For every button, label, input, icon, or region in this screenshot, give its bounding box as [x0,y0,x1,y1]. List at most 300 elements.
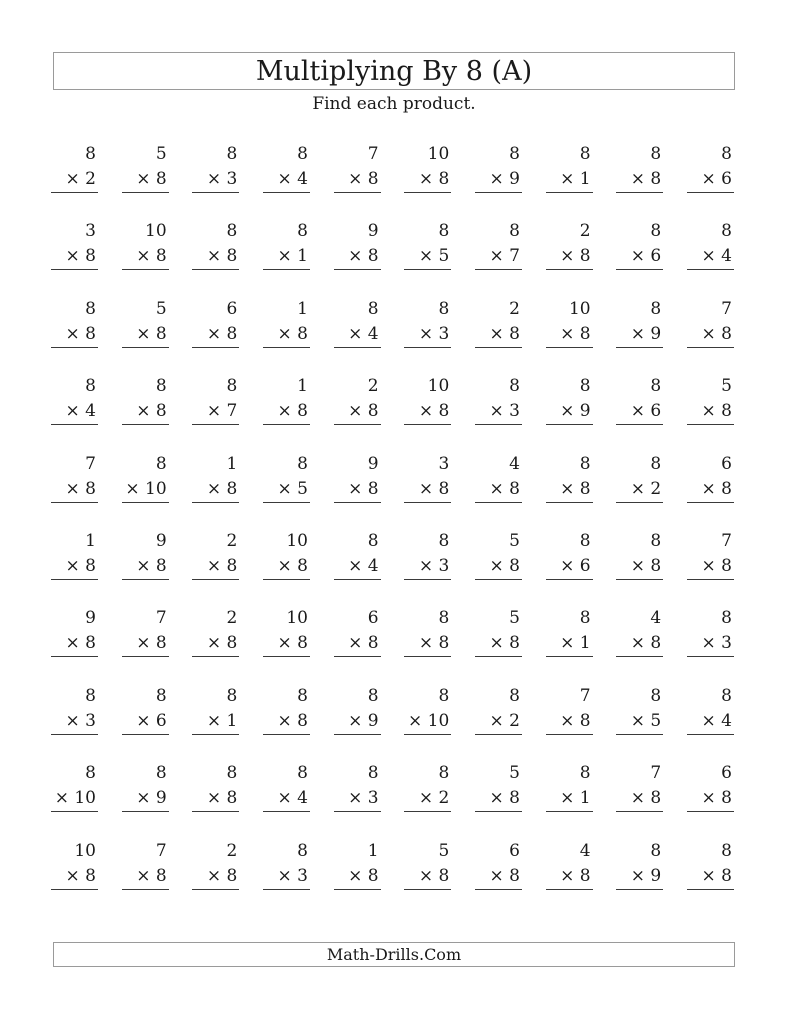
problem [546,528,593,605]
problem-top-number: 2 [367,376,379,397]
problem-multiplier: × 2 [616,477,663,503]
problem-top-number: 7 [579,685,591,706]
problem-multiplier: × 4 [263,786,310,812]
problem-multiplier: × 8 [122,631,169,657]
problem-grid [51,141,741,915]
problem [475,373,522,450]
problem [263,373,310,450]
problem [122,683,169,760]
problem-multiplier: × 10 [122,477,169,503]
problem-top-number: 8 [85,685,96,706]
problem-top-number: 8 [297,221,308,242]
problem-top-number: 8 [367,530,379,551]
problem-top-number: 2 [226,530,238,551]
problem-multiplier: × 8 [51,244,98,270]
problem-multiplier: × 3 [263,864,310,890]
problem [51,683,98,760]
problem-top-number: 8 [226,144,238,164]
problem-multiplier: × 5 [616,709,663,735]
problem-multiplier: × 2 [475,709,522,735]
problem-multiplier: × 8 [687,554,734,580]
problem-top-number: 8 [438,221,450,242]
problem [475,296,522,373]
problem [475,605,522,682]
problem-top-number: 10 [145,221,167,242]
problem-multiplier: × 8 [546,709,593,735]
problem-top-number: 8 [85,376,96,397]
problem-multiplier: × 2 [404,786,451,812]
problem [263,451,310,528]
problem-multiplier: × 8 [192,477,239,503]
problem-top-number: 6 [226,298,238,319]
problem-multiplier: × 6 [546,554,593,580]
problem-multiplier: × 10 [51,786,98,812]
problem-multiplier: × 8 [263,322,310,348]
problem-top-number: 8 [650,221,662,242]
problem [616,296,663,373]
problem [122,528,169,605]
problem [404,838,451,915]
problem-multiplier: × 8 [192,631,239,657]
problem-top-number: 8 [297,685,308,706]
problem-top-number: 9 [367,453,379,474]
problem-top-number: 8 [226,221,238,242]
problem [334,683,381,760]
problem [475,760,522,837]
problem [51,373,98,450]
problem-multiplier: × 8 [687,477,734,503]
problem-top-number: 8 [438,763,450,784]
problem [334,605,381,682]
problem-top-number: 2 [579,221,591,242]
problem [546,218,593,295]
problem-top-number: 1 [367,840,379,861]
problem-top-number: 8 [579,453,591,474]
problem [687,605,734,682]
problem [192,451,239,528]
problem [192,760,239,837]
problem-multiplier: × 5 [263,477,310,503]
problem-top-number: 7 [155,608,167,629]
problem [687,760,734,837]
problem [263,528,310,605]
problem [334,760,381,837]
problem-top-number: 7 [367,144,379,164]
problem [546,373,593,450]
problem [263,605,310,682]
problem [122,373,169,450]
problem [122,451,169,528]
problem-multiplier: × 3 [687,631,734,657]
problem-multiplier: × 9 [122,786,169,812]
problem-top-number: 8 [297,144,308,164]
problem [404,683,451,760]
problem-top-number: 5 [509,763,520,784]
problem [616,683,663,760]
problem-multiplier: × 3 [51,709,98,735]
problem [192,528,239,605]
problem [616,373,663,450]
problem-top-number: 10 [427,376,450,397]
problem-top-number: 8 [721,685,732,706]
problem-top-number: 8 [226,685,238,706]
problem-row [51,141,741,218]
problem-top-number: 8 [650,298,662,319]
problem [263,838,310,915]
problem [51,760,98,837]
problem-top-number: 5 [438,840,450,861]
problem-top-number: 8 [579,376,591,397]
problem-top-number: 8 [85,298,96,319]
problem-multiplier: × 4 [334,554,381,580]
problem-row [51,838,741,915]
problem [122,296,169,373]
problem-multiplier: × 2 [51,167,98,193]
problem [334,141,381,218]
problem [616,838,663,915]
problem-multiplier: × 3 [404,554,451,580]
problem-top-number: 5 [155,144,167,164]
problem-multiplier: × 8 [192,244,239,270]
problem-top-number: 5 [509,530,520,551]
problem [616,760,663,837]
problem-multiplier: × 4 [334,322,381,348]
problem-top-number: 8 [297,453,308,474]
problem-multiplier: × 3 [475,399,522,425]
problem-top-number: 8 [438,298,450,319]
problem [51,528,98,605]
problem-multiplier: × 8 [51,554,98,580]
problem-multiplier: × 9 [616,322,663,348]
problem-top-number: 8 [650,144,662,164]
problem [404,141,451,218]
problem-multiplier: × 8 [334,399,381,425]
problem-row [51,296,741,373]
problem-multiplier: × 8 [122,399,169,425]
problem-top-number: 8 [509,376,520,397]
problem-top-number: 9 [367,221,379,242]
problem-top-number: 6 [721,763,732,784]
problem [546,141,593,218]
problem-multiplier: × 8 [475,554,522,580]
problem-multiplier: × 8 [546,864,593,890]
problem-multiplier: × 4 [687,709,734,735]
problem-top-number: 2 [226,840,238,861]
problem-multiplier: × 8 [616,631,663,657]
problem [404,528,451,605]
problem-multiplier: × 10 [404,709,451,735]
problem [687,451,734,528]
problem-multiplier: × 4 [51,399,98,425]
problem-top-number: 8 [650,376,662,397]
problem-top-number: 8 [650,453,662,474]
problem-top-number: 8 [509,144,520,164]
problem-multiplier: × 8 [404,167,451,193]
problem-top-number: 8 [509,221,520,242]
problem-multiplier: × 1 [263,244,310,270]
problem-multiplier: × 8 [475,631,522,657]
problem-multiplier: × 8 [475,864,522,890]
problem [334,838,381,915]
problem-top-number: 6 [721,453,732,474]
problem [687,373,734,450]
problem-multiplier: × 8 [263,631,310,657]
problem-top-number: 8 [367,685,379,706]
problem-row [51,605,741,682]
problem-multiplier: × 8 [687,322,734,348]
problem-multiplier: × 9 [475,167,522,193]
problem-multiplier: × 8 [122,554,169,580]
problem [192,605,239,682]
problem [192,218,239,295]
problem [122,760,169,837]
problem-multiplier: × 8 [687,786,734,812]
problem [51,141,98,218]
problem-row [51,451,741,528]
problem-multiplier: × 8 [546,322,593,348]
problem-top-number: 8 [579,763,591,784]
problem [263,683,310,760]
problem-multiplier: × 8 [687,399,734,425]
problem-multiplier: × 7 [475,244,522,270]
problem [122,605,169,682]
problem-multiplier: × 8 [687,864,734,890]
problem-multiplier: × 3 [192,167,239,193]
problem-multiplier: × 6 [616,399,663,425]
problem-top-number: 8 [721,608,732,629]
problem [51,218,98,295]
problem-multiplier: × 4 [687,244,734,270]
problem-multiplier: × 8 [51,477,98,503]
problem-top-number: 8 [579,144,591,164]
problem-multiplier: × 8 [616,167,663,193]
problem-multiplier: × 8 [122,167,169,193]
problem-top-number: 3 [85,221,96,242]
problem-multiplier: × 6 [616,244,663,270]
problem [192,141,239,218]
problem-multiplier: × 8 [122,322,169,348]
problem-top-number: 8 [721,221,732,242]
problem [51,605,98,682]
worksheet-instructions: Find each product. [312,94,476,114]
problem-multiplier: × 8 [475,322,522,348]
problem-top-number: 5 [721,376,732,397]
problem [546,605,593,682]
problem-multiplier: × 4 [263,167,310,193]
problem-row [51,683,741,760]
problem-top-number: 1 [226,453,238,474]
problem-multiplier: × 8 [192,786,239,812]
problem-multiplier: × 1 [546,167,593,193]
problem [616,218,663,295]
problem [404,451,451,528]
problem-top-number: 8 [367,298,379,319]
problem-top-number: 8 [155,376,167,397]
problem [546,760,593,837]
problem [687,838,734,915]
problem-top-number: 8 [509,685,520,706]
problem [475,141,522,218]
problem-multiplier: × 6 [122,709,169,735]
problem [192,683,239,760]
problem-top-number: 7 [721,530,732,551]
problem [616,528,663,605]
problem-multiplier: × 8 [546,244,593,270]
problem-multiplier: × 8 [404,477,451,503]
problem-top-number: 8 [650,530,662,551]
problem-top-number: 8 [579,608,591,629]
problem [404,373,451,450]
problem-top-number: 10 [74,840,96,861]
problem-top-number: 4 [579,840,591,861]
problem-top-number: 1 [297,298,308,319]
problem-multiplier: × 1 [546,786,593,812]
problem-top-number: 8 [579,530,591,551]
problem-top-number: 10 [286,608,308,629]
problem [263,296,310,373]
problem [404,218,451,295]
problem-multiplier: × 8 [192,322,239,348]
problem-top-number: 10 [427,144,450,164]
problem-top-number: 8 [297,840,308,861]
problem-top-number: 1 [297,376,308,397]
problem-multiplier: × 8 [546,477,593,503]
problem [687,683,734,760]
problem-multiplier: × 5 [404,244,451,270]
problem [192,373,239,450]
problem [192,838,239,915]
problem-multiplier: × 8 [51,631,98,657]
problem [687,296,734,373]
problem-multiplier: × 9 [616,864,663,890]
problem [263,141,310,218]
problem-top-number: 8 [226,763,238,784]
problem [404,760,451,837]
problem-top-number: 9 [155,530,167,551]
problem-row [51,760,741,837]
problem [51,296,98,373]
problem-top-number: 5 [155,298,167,319]
problem [122,838,169,915]
problem-top-number: 8 [438,685,450,706]
problem-multiplier: × 1 [546,631,593,657]
problem [616,605,663,682]
problem [546,451,593,528]
problem-multiplier: × 3 [404,322,451,348]
worksheet-title: Multiplying By 8 (A) [53,52,735,90]
problem [475,528,522,605]
problem-multiplier: × 8 [616,554,663,580]
problem-multiplier: × 8 [334,167,381,193]
problem-multiplier: × 8 [404,631,451,657]
problem-top-number: 3 [438,453,450,474]
problem-top-number: 8 [367,763,379,784]
problem-multiplier: × 8 [334,244,381,270]
problem-multiplier: × 9 [334,709,381,735]
problem-top-number: 8 [155,685,167,706]
problem-top-number: 7 [650,763,662,784]
problem-multiplier: × 8 [263,399,310,425]
problem-multiplier: × 8 [475,786,522,812]
problem-top-number: 8 [85,763,96,784]
problem-multiplier: × 8 [192,554,239,580]
problem [687,528,734,605]
problem [404,605,451,682]
problem-top-number: 7 [85,453,96,474]
problem [404,296,451,373]
problem-top-number: 8 [438,608,450,629]
problem [51,838,98,915]
problem [475,451,522,528]
problem-multiplier: × 8 [334,477,381,503]
problem-multiplier: × 8 [51,322,98,348]
problem-multiplier: × 8 [122,864,169,890]
problem [334,451,381,528]
problem-multiplier: × 6 [687,167,734,193]
problem-top-number: 8 [721,144,732,164]
problem-multiplier: × 8 [334,631,381,657]
problem-multiplier: × 8 [263,554,310,580]
problem-multiplier: × 8 [404,399,451,425]
problem-top-number: 8 [155,763,167,784]
problem-multiplier: × 3 [334,786,381,812]
problem [192,296,239,373]
problem [122,218,169,295]
problem [263,760,310,837]
problem-multiplier: × 8 [616,786,663,812]
problem [475,683,522,760]
problem [263,218,310,295]
problem-top-number: 2 [226,608,238,629]
problem [334,296,381,373]
problem [122,141,169,218]
problem-top-number: 10 [286,530,308,551]
problem [546,838,593,915]
problem-multiplier: × 8 [475,477,522,503]
problem-top-number: 8 [650,685,662,706]
problem-top-number: 2 [509,298,520,319]
problem [334,218,381,295]
problem-top-number: 7 [155,840,167,861]
problem-top-number: 8 [226,376,238,397]
problem-multiplier: × 7 [192,399,239,425]
problem-top-number: 4 [650,608,662,629]
problem [616,451,663,528]
problem-top-number: 8 [155,453,167,474]
problem [687,141,734,218]
problem [475,218,522,295]
problem-row [51,218,741,295]
problem [334,373,381,450]
problem [475,838,522,915]
problem [334,528,381,605]
problem-top-number: 6 [509,840,520,861]
problem-top-number: 8 [85,144,96,164]
problem [546,683,593,760]
footer-brand: Math-Drills.Com [53,942,735,967]
problem-row [51,528,741,605]
problem-top-number: 4 [509,453,520,474]
problem-multiplier: × 1 [192,709,239,735]
problem-row [51,373,741,450]
problem-top-number: 9 [85,608,96,629]
problem-multiplier: × 8 [334,864,381,890]
problem [546,296,593,373]
problem-multiplier: × 8 [263,709,310,735]
problem-top-number: 6 [367,608,379,629]
problem [687,218,734,295]
problem-top-number: 10 [568,298,591,319]
